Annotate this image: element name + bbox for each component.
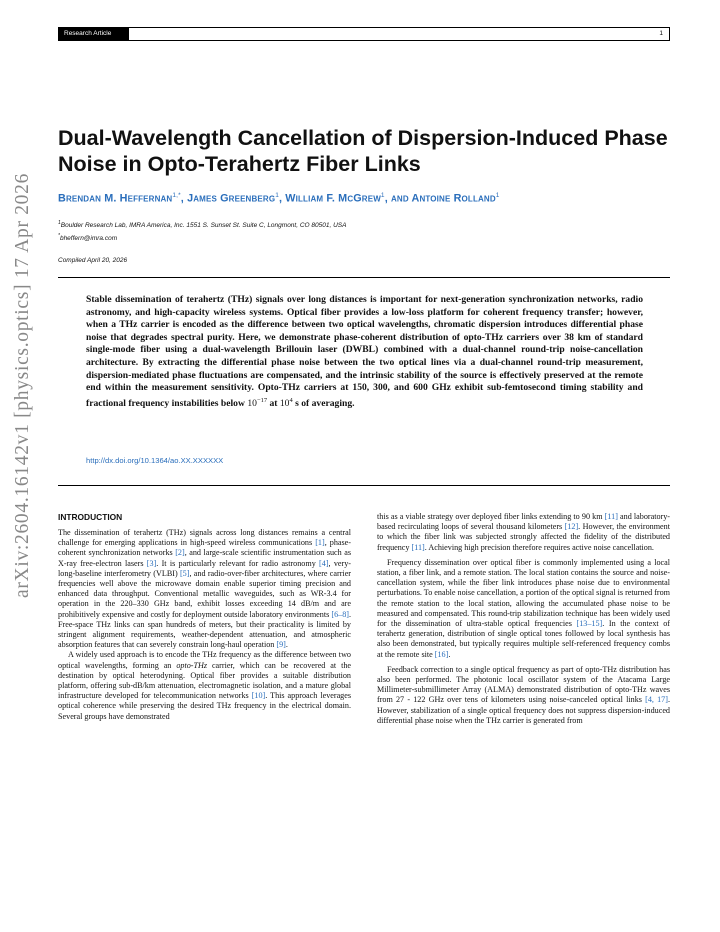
citation-link[interactable]: [16] [434,649,449,659]
affiliation-marker: * [58,233,60,240]
abstract-text: Stable dissemination of terahertz (THz) signals over long distances is important for next-generation synchronization networks, radio astronomy, and high-capacity wireless systems. Optical fiber provides a low-loss platform for coherent frequency transfer; however, when a THz carrier is encoded as the difference between two optical wavelengths, chromatic dispersion introduces differential phase noise that degrades spectral purity. Here, we demonstrate phase-coherent distribution of opto-THz carriers over 38 km of standard single-mode fiber using a dual-wavelength Brillouin laser (DWBL) combined with a dual-channel round-trip noise-cancellation architecture. By extracting the differential phase noise between the two optical lines via a dual-channel round-trip measurement, dispersion-mediated phase fluctuations are compensated, and the intrinsic stability of the source is effectively preserved at the remote end within the measurement sensitivity. Opto-THz carriers at 150, 300, and 600 GHz exhibit sub-femtosecond timing stability and fractional frequency instabilities below [86,294,643,409]
corresponding-email[interactable]: bheffern@imra.com [59,235,118,243]
paragraph [58,650,351,721]
abstract-text: at [267,397,280,409]
paragraph [377,665,670,726]
text: . This approach leverages optical coherence while preserving the desired THz frequency in the electrical domain. Several groups have demonstrated [58,691,352,721]
text: The dissemination of terahertz (THz) signals across long distances remains a central challenge for emerging applications in high-speed wireless communications [58,528,351,548]
text: , very-long-baseline interferometry (VLBI) [58,558,351,578]
affiliation-line [58,218,346,231]
text: A widely used approach is to encode the THz frequency as the difference between two optical wavelengths, forming an [58,650,351,670]
affiliation-text: Boulder Research Lab, IMRA America, Inc. 1551 S. Sunset St. Suite C, Longmont, CO 80501, USA [60,222,347,230]
text: . In the context of terahertz generation, distribution of single optical tones followed by local synthesis has also been demonstrated, but typically requires multiple self-referenced frequency combs at the remote site [377,619,670,659]
citation-link[interactable]: [13–15] [576,619,603,629]
affiliations [58,218,346,244]
citation-link[interactable]: [5] [179,568,190,578]
author-4-affiliation: 1 [495,192,500,199]
abstract [86,294,643,411]
author-1-affiliation: 1,* [172,192,181,199]
author-1: Brendan M. Heffernan [58,192,173,205]
text: and laboratory-based recirculating loops of several thousand kilometers [377,512,671,532]
text: , and large-scale scientific instrumentation such as X-ray free-electron lasers [58,548,351,568]
paper-title: Dual-Wavelength Cancellation of Dispersion-Induced Phase Noise in Opto-Terahertz Fiber Links [58,126,668,176]
right-column [377,512,670,726]
author-3: William F. McGrew [285,192,381,205]
author-separator: , [180,192,188,205]
text: . However, the environment to which the fiber link was subjected strongly affected the fidelity of the distributed frequency [377,522,670,552]
emphasis: opto-THz [176,660,208,670]
author-2: James Greenberg [187,192,276,205]
text: . Achieving high precision therefore requires active noise cancellation. [424,542,654,552]
citation-link[interactable]: [9] [276,640,286,650]
text: , phase-coherent synchronization networks [58,538,351,558]
author-2-affiliation: 1 [275,192,279,199]
text: . It is particularly relevant for radio astronomy [156,558,320,568]
text: . Free-space THz links can span hundreds of meters, but their practicality is limited by stringent alignment requirements, weather-dependent attenuation, and atmospheric absorption features that can severely constrain long-haul operation [58,609,351,650]
citation-link[interactable]: [2] [175,548,185,558]
section-heading-introduction: INTRODUCTION [58,512,123,522]
corresponding-email-line [58,231,346,244]
abstract-text: s of averaging. [292,397,355,409]
paragraph [377,558,670,660]
paragraph [58,528,351,650]
citation-link[interactable]: [11] [604,512,618,521]
text: . However, stabilization of a single optical frequency does not suppress dispersion-induced differential phase noise when the THz carrier is generated from [377,695,670,725]
citation-link[interactable]: [11] [411,542,425,552]
affiliation-marker: 1 [58,220,61,226]
citation-link[interactable]: [4] [319,558,329,568]
citation-link[interactable]: [6–8] [331,609,349,619]
text: . [448,649,451,659]
author-separator: , and [384,192,412,205]
abstract-math: 10 [247,397,257,409]
citation-link[interactable]: [3] [146,558,157,568]
text: carrier, which can be recovered at the destination by optical heterodyning. Optical fiber provides a suitable distribution platform, offering sub-dB/km attenuation, electromagnetic isolation, and a mature global infrastructure developed for telecommunication networks [58,660,352,701]
author-3-affiliation: 1 [380,192,385,199]
page-number: 1 [659,30,663,37]
text: , and radio-over-fiber architectures, where carrier frequencies well above the microwave domain enable superior timing precision and enhanced data throughput. Conventional metallic waveguides, such as WR-3.4 for operation in the 220–330 GHz band, exhibit losses exceeding 14 dB/m and are prohibitively expensive and costly for deployment outside laboratory environments [58,568,352,619]
citation-link[interactable]: [1] [315,538,325,548]
citation-link[interactable]: [12] [564,522,579,532]
abstract-bottom-rule [58,485,670,486]
citation-link[interactable]: [10] [251,691,266,701]
abstract-top-rule [58,277,670,278]
left-column [58,528,351,722]
paragraph [377,512,670,553]
abstract-math-exponent: −17 [256,396,268,404]
abstract-math: 10 [279,397,290,409]
citation-link[interactable]: [4, 17] [645,695,668,705]
text: Feedback correction to a single optical frequency as part of opto-THz distribution has also been performed. The photonic local oscillator system of the Atacama Large Millimeter-submillimeter Array (ALMA) demonstrated distribution of opto-THz waves from 27 - 122 GHz over tens of kilometers using noise-canceled optical links [377,664,670,705]
text: . [285,640,288,650]
running-header [58,27,670,41]
author-4: Antoine Rolland [411,192,496,205]
arxiv-identifier[interactable]: arXiv:2604.16142v1 [physics.optics] 17 Apr 2026 [12,172,33,598]
text: Frequency dissemination over optical fiber is commonly implemented using a local station, a fiber link, and a remote station. The local station contains the source and noise-cancellation system, while the fiber link introduces phase noise due to environmental perturbations. To enable noise cancellation, a portion of the optical signal is returned from the remote station to the local station, allowing the accumulated phase noise to be measured and compensated. This round-trip stabilization technique has been widely used for the dissemination of ultra-stable optical frequencies [377,557,670,629]
doi-link[interactable]: http://dx.doi.org/10.1364/ao.XX.XXXXXX [86,456,224,465]
abstract-math-exponent: 4 [289,396,293,404]
author-list [58,192,688,205]
article-type-tag: Research Article [59,28,129,40]
author-separator: , [278,192,286,205]
text: this as a viable strategy over deployed fiber links extending to 90 km [377,512,605,521]
compiled-date: Compiled April 20, 2026 [58,257,128,264]
